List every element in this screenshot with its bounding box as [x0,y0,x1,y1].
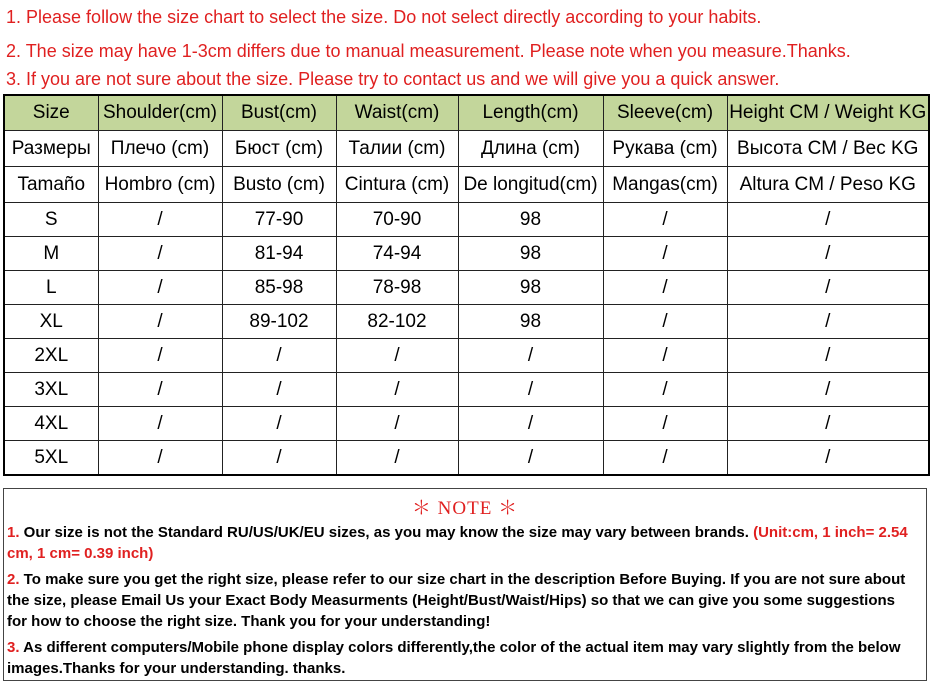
russian-cell: Размеры [4,131,98,167]
russian-header-row [4,131,929,167]
table-cell: / [98,373,222,407]
table-cell: / [603,373,727,407]
table-cell: / [336,407,458,441]
note-box [3,488,927,681]
table-cell: / [222,441,336,476]
russian-cell: Рукава (cm) [603,131,727,167]
header-cell: Height CM / Weight KG [727,95,929,131]
header-cell: Waist(cm) [336,95,458,131]
size-cell: 4XL [4,407,98,441]
note-paragraph-3 [7,637,917,679]
header-cell: Length(cm) [458,95,603,131]
table-cell: / [98,407,222,441]
table-cell: / [98,339,222,373]
note-number: 3. [7,639,20,656]
header-cell: Shoulder(cm) [98,95,222,131]
table-cell: / [603,407,727,441]
table-cell: 98 [458,237,603,271]
table-cell: / [727,339,929,373]
table-row [4,237,929,271]
spanish-cell: Hombro (cm) [98,167,222,203]
spanish-cell: Busto (cm) [222,167,336,203]
spanish-cell: De longitud(cm) [458,167,603,203]
table-cell: 78-98 [336,271,458,305]
top-note-1: 1. Please follow the size chart to select the size. Do not select directly according to your habits. [6,7,762,27]
size-cell: 3XL [4,373,98,407]
note-text: To make sure you get the right size, please refer to our size chart in the description Before Buying. If you are not sure about the size, please Email Us your Exact Body Measurments (Height/Bust/Waist/Hips) so that we can give you some suggestions for how to choose the right size. Thank you for your understanding! [7,571,906,630]
header-cell: Sleeve(cm) [603,95,727,131]
table-cell: / [603,203,727,237]
note-text: As different computers/Mobile phone display colors differently,the color of the actual item may vary slightly from the below images.Thanks for your understanding. thanks. [7,639,901,677]
size-chart-table [3,94,930,476]
table-row [4,203,929,237]
size-cell: XL [4,305,98,339]
header-cell: Size [4,95,98,131]
table-cell: / [727,237,929,271]
table-row [4,339,929,373]
table-cell: / [603,339,727,373]
table-cell: 98 [458,271,603,305]
size-cell: M [4,237,98,271]
table-cell: 74-94 [336,237,458,271]
table-cell: 70-90 [336,203,458,237]
note-paragraph-1 [7,522,917,564]
table-cell: / [98,305,222,339]
table-cell: / [458,441,603,476]
table-cell: / [603,441,727,476]
table-cell: / [222,339,336,373]
russian-cell: Длина (cm) [458,131,603,167]
table-row [4,441,929,476]
russian-cell: Высота CM / Вес KG [727,131,929,167]
unit-note: (Unit:cm, 1 inch= 2.54 cm, 1 cm= 0.39 inch) [7,524,908,562]
table-cell: / [727,407,929,441]
table-cell: / [603,237,727,271]
table-cell: 85-98 [222,271,336,305]
table-cell: / [336,339,458,373]
header-cell: Bust(cm) [222,95,336,131]
table-cell: / [458,373,603,407]
size-cell: 5XL [4,441,98,476]
note-paragraph-2 [7,569,917,632]
spanish-cell: Tamaño [4,167,98,203]
russian-cell: Талии (cm) [336,131,458,167]
table-cell: / [603,271,727,305]
table-cell: / [727,271,929,305]
table-cell: / [336,373,458,407]
top-note-2: 2. The size may have 1-3cm differs due to manual measurement. Please note when you measure.Thanks. [6,41,851,61]
table-cell: 98 [458,305,603,339]
russian-cell: Бюст (cm) [222,131,336,167]
table-cell: / [458,407,603,441]
table-cell: / [603,305,727,339]
spanish-cell: Altura CM / Peso KG [727,167,929,203]
table-cell: 82-102 [336,305,458,339]
table-cell: / [727,373,929,407]
table-cell: 77-90 [222,203,336,237]
table-cell: / [98,237,222,271]
note-title: ＊ NOTE ＊ [411,498,519,519]
size-cell: L [4,271,98,305]
table-cell: 89-102 [222,305,336,339]
note-text: Our size is not the Standard RU/US/UK/EU sizes, as you may know the size may vary between brands. [19,524,754,541]
spanish-cell: Cintura (cm) [336,167,458,203]
table-cell: 81-94 [222,237,336,271]
table-cell: / [222,407,336,441]
russian-cell: Плечо (cm) [98,131,222,167]
size-cell: S [4,203,98,237]
table-cell: / [727,203,929,237]
size-cell: 2XL [4,339,98,373]
spanish-cell: Mangas(cm) [603,167,727,203]
table-cell: / [222,373,336,407]
table-row [4,407,929,441]
note-number: 1. [7,524,20,541]
top-note-3: 3. If you are not sure about the size. Please try to contact us and we will give you a quick answer. [6,69,780,89]
header-row [4,95,929,131]
table-cell: / [336,441,458,476]
table-cell: / [727,441,929,476]
table-cell: 98 [458,203,603,237]
table-row [4,305,929,339]
table-cell: / [98,441,222,476]
table-cell: / [98,271,222,305]
table-cell: / [458,339,603,373]
table-row [4,271,929,305]
table-cell: / [727,305,929,339]
spanish-header-row [4,167,929,203]
table-row [4,373,929,407]
table-cell: / [98,203,222,237]
note-number: 2. [7,571,20,588]
